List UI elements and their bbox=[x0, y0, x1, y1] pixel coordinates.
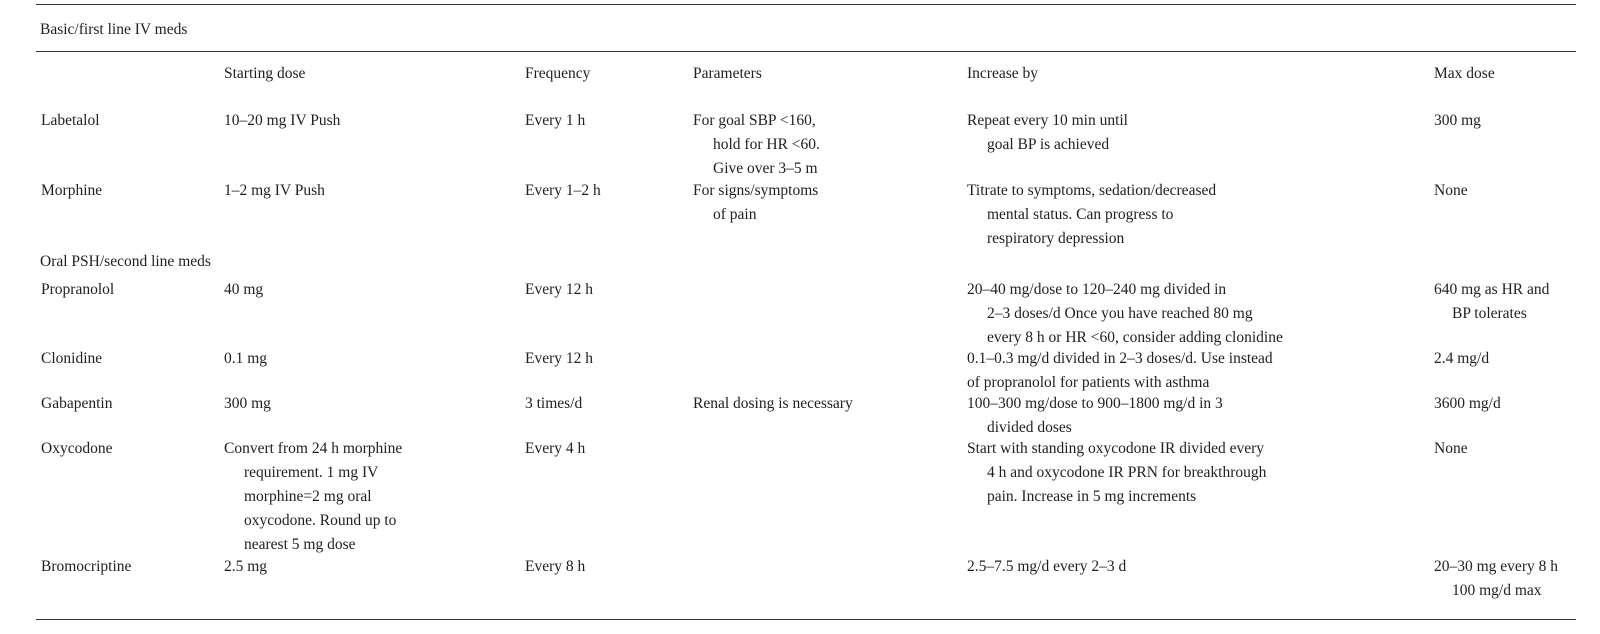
increase-by-cell: Repeat every 10 min until goal BP is achieved bbox=[967, 112, 1128, 153]
header-parameters: Parameters bbox=[693, 65, 762, 82]
starting-dose-cell: 40 mg bbox=[224, 281, 264, 298]
starting-dose-cell: 1–2 mg IV Push bbox=[224, 182, 325, 199]
max-dose-cell: 2.4 mg/d bbox=[1434, 350, 1490, 367]
parameters-cell: For signs/symptoms of pain bbox=[693, 182, 819, 223]
drug-name: Oxycodone bbox=[41, 440, 113, 457]
section-title-second-line: Oral PSH/second line meds bbox=[40, 253, 211, 270]
increase-by-cell: 20–40 mg/dose to 120–240 mg divided in 2–3 doses/d Once you have reached 80 mg every 8 h or HR <60, consider adding clonidine bbox=[967, 281, 1283, 346]
increase-by-cell: 2.5–7.5 mg/d every 2–3 d bbox=[967, 558, 1127, 575]
increase-by-cell: 100–300 mg/dose to 900–1800 mg/d in 3 divided doses bbox=[967, 395, 1223, 436]
starting-dose-cell: 0.1 mg bbox=[224, 350, 268, 367]
max-dose-cell: 640 mg as HR and BP tolerates bbox=[1434, 281, 1550, 322]
max-dose-cell: 300 mg bbox=[1434, 112, 1481, 129]
drug-name: Propranolol bbox=[41, 281, 115, 298]
frequency-cell: Every 12 h bbox=[525, 281, 594, 298]
increase-by-cell: 0.1–0.3 mg/d divided in 2–3 doses/d. Use instead of propranolol for patients with asthma bbox=[967, 350, 1273, 391]
frequency-cell: Every 1–2 h bbox=[525, 182, 601, 199]
starting-dose-cell: 300 mg bbox=[224, 395, 271, 412]
header-frequency: Frequency bbox=[525, 65, 591, 82]
frequency-cell: Every 8 h bbox=[525, 558, 586, 575]
max-dose-cell: 3600 mg/d bbox=[1434, 395, 1501, 412]
header-starting-dose: Starting dose bbox=[224, 65, 306, 82]
increase-by-cell: Titrate to symptoms, sedation/decreased mental status. Can progress to respiratory depression bbox=[967, 182, 1217, 247]
starting-dose-cell: Convert from 24 h morphine requirement. 1 mg IV morphine=2 mg oral oxycodone. Round up to nearest 5 mg dose bbox=[224, 440, 403, 553]
frequency-cell: Every 4 h bbox=[525, 440, 586, 457]
table-bottom-rule bbox=[36, 619, 1576, 620]
header-rule bbox=[36, 51, 1576, 52]
parameters-cell: Renal dosing is necessary bbox=[693, 395, 853, 412]
frequency-cell: Every 12 h bbox=[525, 350, 594, 367]
drug-name: Gabapentin bbox=[41, 395, 113, 412]
table-header bbox=[0, 62, 1600, 86]
parameters-cell: For goal SBP <160, hold for HR <60. Give over 3–5 m bbox=[693, 112, 820, 177]
drug-name: Morphine bbox=[41, 182, 103, 199]
increase-by-cell: Start with standing oxycodone IR divided every 4 h and oxycodone IR PRN for breakthrough pain. Increase in 5 mg increments bbox=[967, 440, 1267, 505]
table-top-rule bbox=[36, 4, 1576, 5]
drug-name: Labetalol bbox=[41, 112, 100, 129]
section-title-first-line: Basic/first line IV meds bbox=[40, 21, 188, 38]
max-dose-cell: 20–30 mg every 8 h 100 mg/d max bbox=[1434, 558, 1558, 599]
max-dose-cell: None bbox=[1434, 440, 1468, 457]
drug-name: Clonidine bbox=[41, 350, 103, 367]
drug-name: Bromocriptine bbox=[41, 558, 132, 575]
starting-dose-cell: 2.5 mg bbox=[224, 558, 268, 575]
frequency-cell: 3 times/d bbox=[525, 395, 583, 412]
frequency-cell: Every 1 h bbox=[525, 112, 586, 129]
header-max-dose: Max dose bbox=[1434, 65, 1495, 82]
starting-dose-cell: 10–20 mg IV Push bbox=[224, 112, 341, 129]
header-increase-by: Increase by bbox=[967, 65, 1038, 82]
max-dose-cell: None bbox=[1434, 182, 1468, 199]
